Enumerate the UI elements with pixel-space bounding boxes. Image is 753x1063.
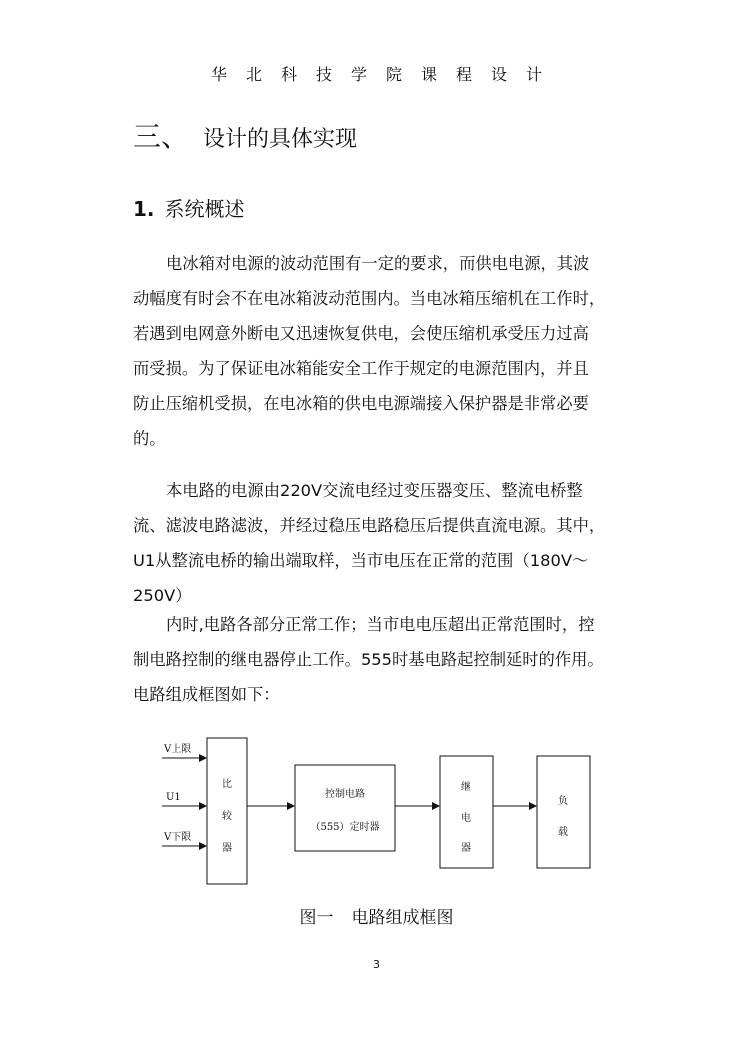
control-circuit-label: （555）定时器	[310, 822, 380, 833]
input-label-lower: V下限	[164, 832, 192, 843]
load-block	[537, 756, 590, 868]
paragraph-line: 防止压缩机受损，在电冰箱的供电电源端接入保护器是非常必要	[133, 394, 589, 413]
section-number: 1.	[133, 197, 155, 221]
input-label-u1: U1	[166, 792, 181, 803]
comparator-label: 比	[222, 779, 232, 790]
comparator-label: 器	[222, 843, 232, 854]
paragraph-line: 而受损。为了保证电冰箱能安全工作于规定的电源范围内，并且	[133, 359, 589, 378]
chapter-title: 设计的具体实现	[203, 127, 358, 152]
paragraph-line: 的。	[133, 429, 166, 448]
paragraph-line: 本电路的电源由220V交流电经过变压器变压、整流电桥整	[166, 481, 583, 500]
figure-title: 电路组成框图	[351, 908, 454, 928]
relay-label: 继	[461, 782, 471, 793]
figure-caption	[0, 903, 753, 928]
chapter-number: 三、	[133, 120, 190, 153]
input-label-upper: V上限	[164, 744, 192, 755]
relay-label: 器	[461, 843, 471, 854]
section-heading	[133, 193, 245, 222]
paragraph-line: 电冰箱对电源的波动范围有一定的要求，而供电电源，其波	[166, 254, 590, 273]
paragraph-line: 内时,电路各部分正常工作；当市电电压超出正常范围时，控	[166, 615, 595, 634]
relay-label: 电	[461, 813, 471, 824]
load-label: 负	[558, 796, 568, 807]
figure-label: 图一	[299, 908, 334, 928]
load-label: 载	[558, 827, 568, 838]
paragraph-line: 若遇到电网意外断电又迅速恢复供电，会使压缩机承受压力过高	[133, 324, 589, 343]
block-diagram	[140, 728, 610, 888]
paragraph-line: 制电路控制的继电器停止工作。555时基电路起控制延时的作用。	[133, 650, 604, 669]
control-circuit-block	[295, 765, 395, 851]
page-number: 3	[373, 958, 380, 971]
paragraph-power-supply	[133, 473, 633, 613]
chapter-heading	[133, 115, 357, 155]
paragraph-line: 流、滤波电路滤波，并经过稳压电路稳压后提供直流电源。其中，	[133, 516, 606, 535]
section-title: 系统概述	[164, 197, 245, 221]
comparator-label: 较	[222, 811, 232, 822]
paragraph-line: 250V）	[133, 586, 192, 605]
paragraph-operation	[133, 607, 633, 712]
paragraph-line: 动幅度有时会不在电冰箱波动范围内。当电冰箱压缩机在工作时，	[133, 289, 606, 308]
control-circuit-label: 控制电路	[325, 789, 365, 800]
paragraph-line: 电路组成框图如下：	[133, 685, 280, 704]
paragraph-intro	[133, 246, 633, 456]
page-header: 华北科技学院课程设计	[210, 65, 561, 84]
paragraph-line: U1从整流电桥的输出端取样，当市电压在正常的范围（180V～	[133, 551, 589, 570]
